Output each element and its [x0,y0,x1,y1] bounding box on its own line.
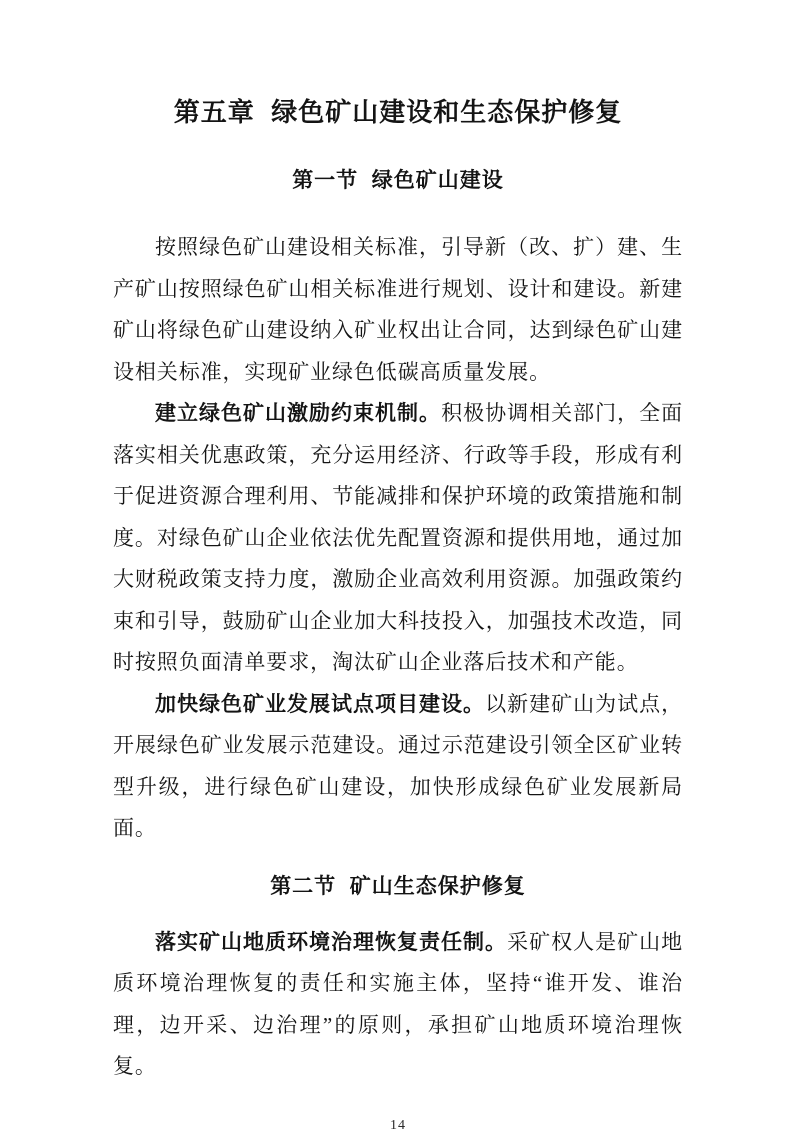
page-number: 14 [390,1117,406,1133]
paragraph-text: 以新建矿山为试点，开展绿色矿业发展示范建设。通过示范建设引领全区矿业转型升级，进行绿色矿山建设，加快形成绿色矿业发展新局面。 [113,691,683,840]
paragraph-lead: 建立绿色矿山激励约束机制。 [155,401,442,425]
paragraph [113,227,683,393]
paragraph [113,684,683,850]
paragraph [113,393,683,684]
section-2-title: 第二节 矿山生态保护修复 [270,873,526,898]
section-2-body [113,922,683,1088]
chapter-title: 第五章 绿色矿山建设和生态保护修复 [173,98,623,127]
paragraph-lead: 加快绿色矿业发展试点项目建设。 [155,691,486,716]
section-1-title: 第一节 绿色矿山建设 [292,168,504,192]
section-1-body [113,227,683,850]
paragraph [113,922,683,1088]
paragraph-text: 采矿权人是矿山地质环境治理恢复的责任和实施主体，坚持“谁开发、谁治理，边开采、边治理”的原则，承担矿山地质环境治理恢复。 [113,929,683,1078]
paragraph-text: 积极协调相关部门，全面落实相关优惠政策，充分运用经济、行政等手段，形成有利于促进资源合理利用、节能减排和保护环境的政策措施和制度。对绿色矿山企业依法优先配置资源和提供用地，通过加大财税政策支持力度，激励企业高效利用资源。加强政策约束和引导，鼓励矿山企业加大科技投入，加强技术改造，同时按照负面清单要求，淘汰矿山企业落后技术和产能。 [113,401,684,674]
paragraph-lead: 落实矿山地质环境治理恢复责任制。 [155,929,508,954]
paragraph-text: 按照绿色矿山建设相关标准，引导新（改、扩）建、生产矿山按照绿色矿山相关标准进行规划、设计和建设。新建矿山将绿色矿山建设纳入矿业权出让合同，达到绿色矿山建设相关标准，实现矿业绿色低碳高质量发展。 [113,235,683,384]
